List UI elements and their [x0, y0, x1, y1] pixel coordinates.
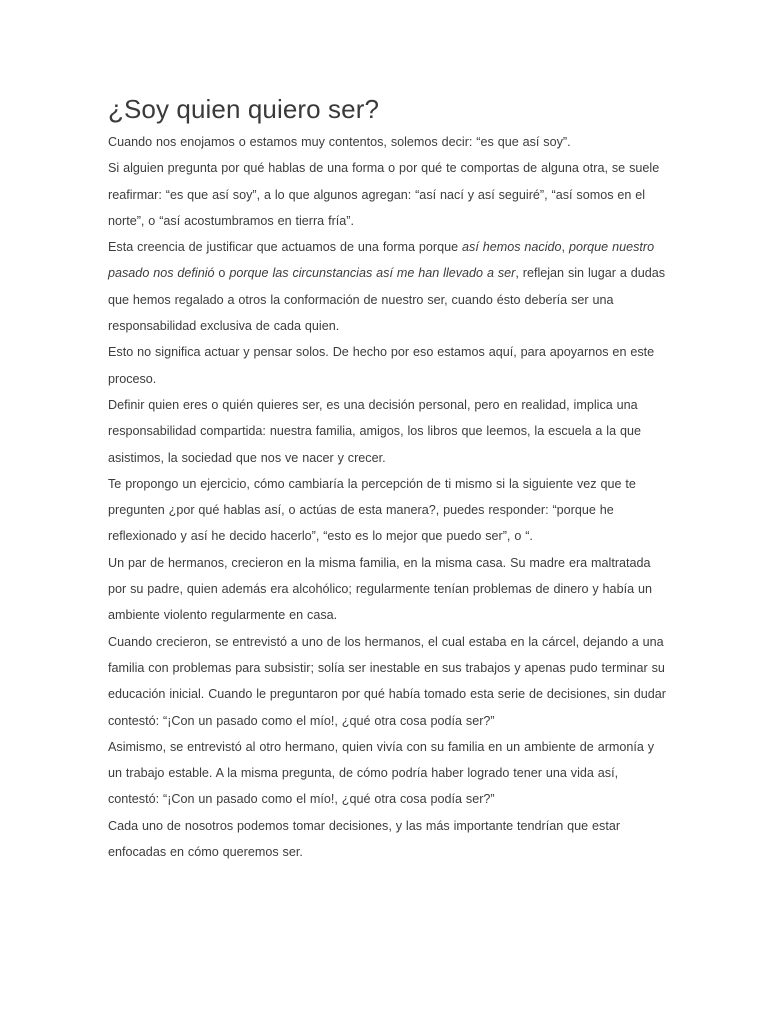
paragraph-text: Esto no significa actuar y pensar solos. De hecho por eso estamos aquí, para apoyarnos en este proceso.	[108, 345, 655, 386]
italic-phrase: porque nuestro pasado nos definió	[108, 240, 655, 281]
document-page	[108, 90, 668, 865]
paragraph-text: , reflejan sin lugar a dudas que hemos regalado a otros la conformación de nuestro ser, cuando ésto debería ser una responsabilidad exclusiva de cada quien.	[108, 266, 666, 334]
paragraph-5	[108, 392, 668, 471]
paragraph-8	[108, 629, 668, 734]
paragraph-text: Cuando crecieron, se entrevistó a uno de los hermanos, el cual estaba en la cárcel, dejando a una familia con problemas para subsistir; solía ser inestable en sus trabajos y apenas pudo terminar su educación inicial. Cuando le preguntaron por qué había tomado esta serie de decisiones, sin dudar contestó: “¡Con un pasado como el mío!, ¿qué otra cosa podía ser?”	[108, 634, 666, 728]
paragraph-text: Un par de hermanos, crecieron en la misma familia, en la misma casa. Su madre era maltratada por su padre, quien además era alcohólico; regularmente tenían problemas de dinero y había un ambiente violento regularmente en casa.	[108, 555, 652, 623]
paragraph-text: Si alguien pregunta por qué hablas de una forma o por qué te comportas de alguna otra, se suele reafirmar: “es que así soy”, a lo que algunos agregan: “así nací y así seguiré”, “así somos en el norte”, o “así acostumbramos en tierra fría”.	[108, 161, 660, 228]
paragraph-4	[108, 339, 668, 392]
paragraph-text: Cuando nos enojamos o estamos muy contentos, solemos decir: “es que así soy”.	[108, 135, 571, 149]
paragraph-text: Esta creencia de justificar que actuamos de una forma porque	[108, 240, 463, 255]
paragraph-text: ,	[561, 240, 569, 255]
document-title: ¿Soy quien quiero ser?	[108, 94, 380, 124]
paragraph-text: Asimismo, se entrevistó al otro hermano, quien vivía con su familia en un ambiente de armonía y un trabajo estable. A la misma pregunta, de cómo podría haber logrado tener una vida así, contestó: “¡Con un pasado como el mío!, ¿qué otra cosa podía ser?”	[108, 739, 655, 807]
paragraph-9	[108, 734, 668, 813]
paragraph-text: Cada uno de nosotros podemos tomar decisiones, y las más importante tendrían que estar enfocadas en cómo queremos ser.	[108, 818, 621, 860]
paragraph-6	[108, 471, 668, 550]
paragraph-7	[108, 550, 668, 629]
paragraph-1	[108, 129, 668, 155]
paragraph-10	[108, 813, 668, 866]
paragraph-text: o	[214, 266, 230, 281]
paragraph-text: Te propongo un ejercicio, cómo cambiaría la percepción de ti mismo si la siguiente vez que te pregunten ¿por qué hablas así, o actúas de esta manera?, puedes responder: “porque he reflexionado y así he decido hacerlo”, “esto es lo mejor que puedo ser”, o “.	[108, 476, 636, 544]
paragraph-2	[108, 155, 668, 234]
paragraph-3	[108, 234, 668, 339]
paragraph-text: Definir quien eres o quién quieres ser, es una decisión personal, pero en realidad, implica una responsabilidad compartida: nuestra familia, amigos, los libros que leemos, la escuela a la que asistimos, la sociedad que nos ve nacer y crecer.	[108, 397, 642, 465]
italic-phrase: porque las circunstancias así me han llevado a ser	[229, 266, 516, 281]
italic-phrase: así hemos nacido	[462, 240, 562, 255]
